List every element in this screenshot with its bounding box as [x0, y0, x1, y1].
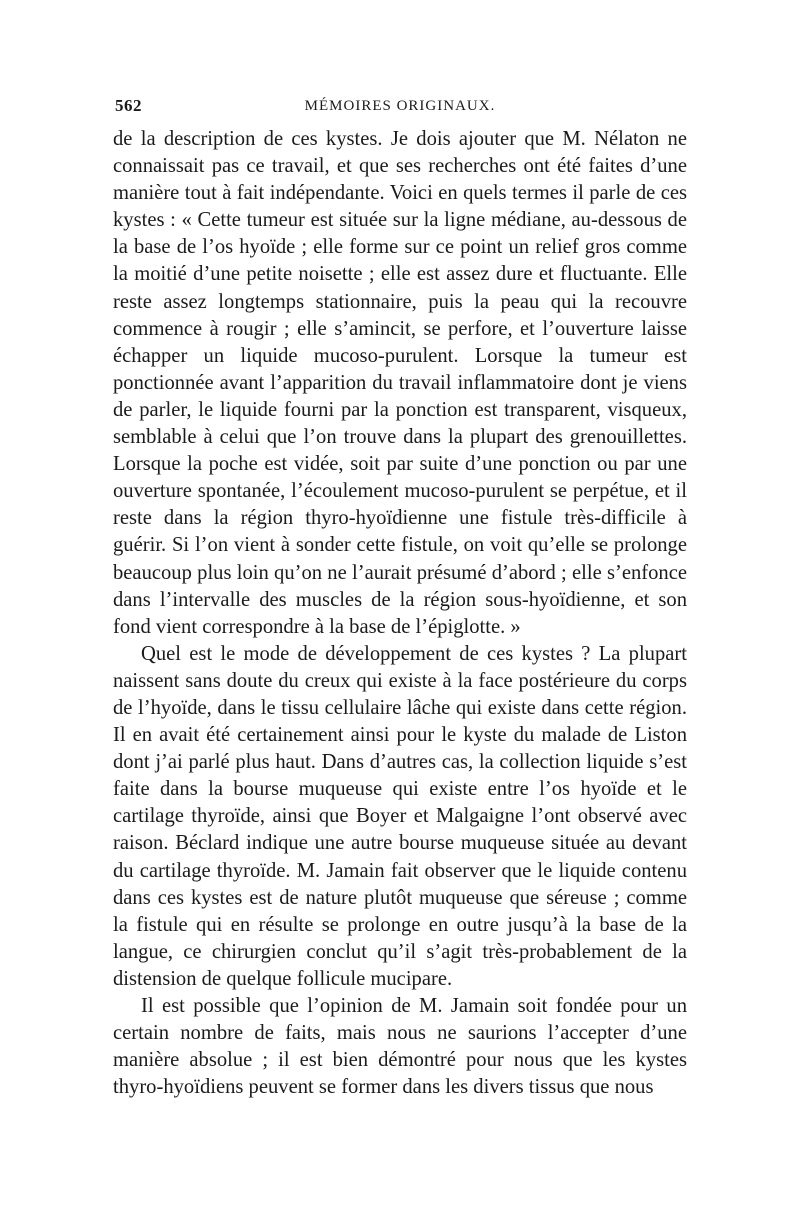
paragraph: Il est possible que l’opinion de M. Jamain soit fondée pour un certain nombre de faits, mais nous ne saurions l’accepter d’une manière absolue ; il est bien démontré pour nous que les kystes thyro-hyoïdiens peuvent se former dans les divers tissus que nous — [113, 995, 687, 1099]
page-header — [113, 96, 687, 126]
page-number: 562 — [115, 96, 142, 115]
running-title: MÉMOIRES ORIGINAUX. — [304, 98, 496, 114]
paragraph: Quel est le mode de développement de ces kystes ? La plupart naissent sans doute du creux qui existe à la face postérieure du corps de l’hyoïde, dans le tissu cellulaire lâche qui existe dans cette région. Il en avait été certainement ainsi pour le kyste du malade de Liston dont j’ai parlé plus haut. Dans d’autres cas, la collection liquide s’est faite dans la bourse muqueuse qui existe entre l’os hyoïde et le cartilage thyroïde, ainsi que Boyer et Malgaigne l’ont observé avec raison. Béclard indique une autre bourse muqueuse située au devant du cartilage thyroïde. M. Jamain fait observer que le liquide contenu dans ces kystes est de nature plutôt muqueuse que séreuse ; comme la fistule qui en résulte se prolonge en outre jusqu’à la base de la langue, ce chirurgien conclut qu’il s’agit très-probablement de la distension de quelque follicule mucipare. — [113, 642, 687, 990]
page-body — [113, 96, 687, 1101]
paragraph: de la description de ces kystes. Je dois ajouter que M. Nélaton ne connaissait pas ce travail, et que ses recherches ont été faites d’une manière tout à fait indépendante. Voici en quels termes il parle de ces kystes : « Cette tumeur est située sur la ligne médiane, au-dessous de la base de l’os hyoïde ; elle forme sur ce point un relief gros comme la moitié d’une petite noisette ; elle est assez dure et fluctuante. Elle reste assez longtemps stationnaire, puis la peau qui la recouvre commence à rougir ; elle s’amincit, se perfore, et l’ouverture laisse échapper un liquide mucoso-purulent. Lorsque la tumeur est ponctionnée avant l’apparition du travail inflammatoire dont je viens de parler, le liquide fourni par la ponction est transparent, visqueux, semblable à celui que l’on trouve dans la plupart des grenouillettes. Lorsque la poche est vidée, soit par suite d’une ponction ou par une ouverture spontanée, l’écoulement mucoso-purulent se perpétue, et il reste dans la région thyro-hyoïdienne une fistule très-difficile à guérir. Si l’on vient à sonder cette fistule, on voit qu’elle se prolonge beaucoup plus loin qu’on ne l’aurait présumé d’abord ; elle s’enfonce dans l’intervalle des muscles de la région sous-hyoïdienne, et son fond vient correspondre à la base de l’épiglotte. » — [113, 128, 687, 638]
